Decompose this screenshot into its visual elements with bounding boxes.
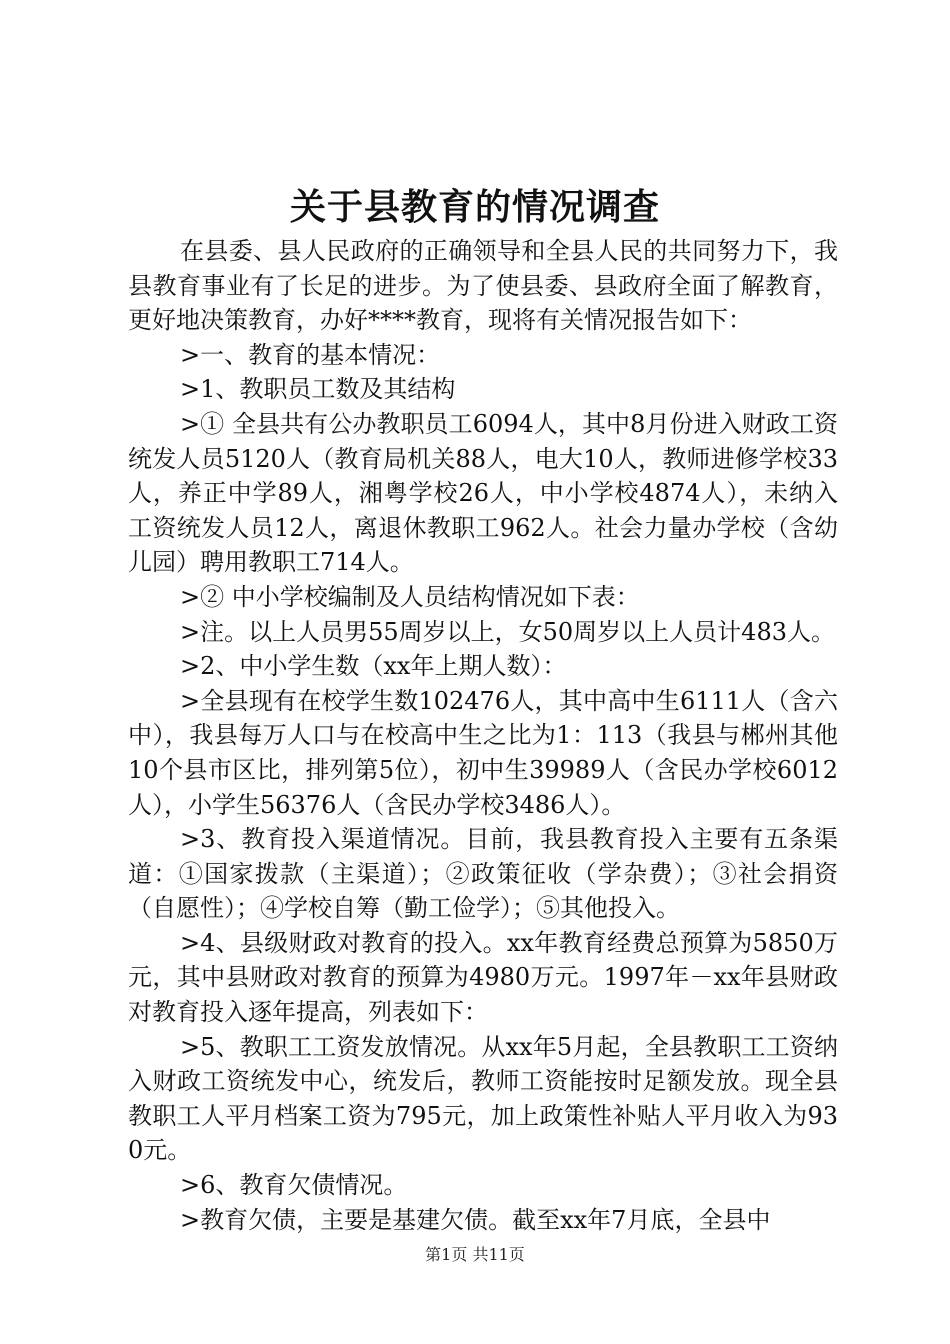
paragraph-item-1-heading: >1、教职员工数及其结构 bbox=[180, 375, 456, 404]
paragraph-staffing-table-intro: >② 中小学校编制及人员结构情况如下表： bbox=[180, 582, 640, 611]
paragraph-note: >注。以上人员男55周岁以上，女50周岁以上人员计483人。 bbox=[180, 617, 835, 646]
paragraph-item-2-heading: >2、中小学生数（xx年上期人数）： bbox=[180, 652, 567, 681]
document-title: 关于县教育的情况调查 bbox=[289, 187, 660, 228]
paragraph-debt: >教育欠债，主要是基建欠债。截至xx年7月底，全县中 bbox=[180, 1205, 771, 1234]
paragraph-section-1-heading: >一、教育的基本情况： bbox=[180, 340, 441, 369]
paragraph-salary: >5、教职工工资发放情况。从xx年5月起，全县教职工工资纳入财政工资统发中心，统发后，教师工资能按时足额发放。现全县教职工人平月档案工资为795元，加上政策性补贴人平月收入为930元。 bbox=[128, 1032, 838, 1165]
paragraph-student-count: >全县现有在校学生数102476人，其中高中生6111人（含六中），我县每万人口与在校高中生之比为1：113（我县与郴州其他10个县市区比，排列第5位），初中生39989人（含民办学校6012人），小学生56376人（含民办学校3486人）。 bbox=[128, 686, 838, 819]
page-footer: 第1页 共11页 bbox=[425, 1245, 525, 1264]
paragraph-county-finance: >4、县级财政对教育的投入。xx年教育经费总预算为5850万元，其中县财政对教育的预算为4980万元。1997年－xx年县财政对教育投入逐年提高，列表如下： bbox=[128, 928, 838, 1027]
document-body bbox=[128, 234, 838, 1237]
paragraph-item-6-heading: >6、教育欠债情况。 bbox=[180, 1171, 408, 1200]
paragraph-investment-channels: >3、教育投入渠道情况。目前，我县教育投入主要有五条渠道：①国家拨款（主渠道）；②政策征收（学杂费）；③社会捐资（自愿性）；④学校自筹（勤工俭学）；⑤其他投入。 bbox=[128, 825, 838, 923]
paragraph-staff-count: >① 全县共有公办教职员工6094人，其中8月份进入财政工资统发人员5120人（教育局机关88人，电大10人，教师进修学校33人，养正中学89人，湘粤学校26人，中小学校4874人），未纳入工资统发人员12人，离退休教职工962人。社会力量办学校（含幼儿园）聘用教职工714人。 bbox=[128, 409, 838, 577]
paragraph-intro: 在县委、县人民政府的正确领导和全县人民的共同努力下，我县教育事业有了长足的进步。为了使县委、县政府全面了解教育，更好地决策教育，办好****教育，现将有关情况报告如下： bbox=[128, 237, 838, 335]
